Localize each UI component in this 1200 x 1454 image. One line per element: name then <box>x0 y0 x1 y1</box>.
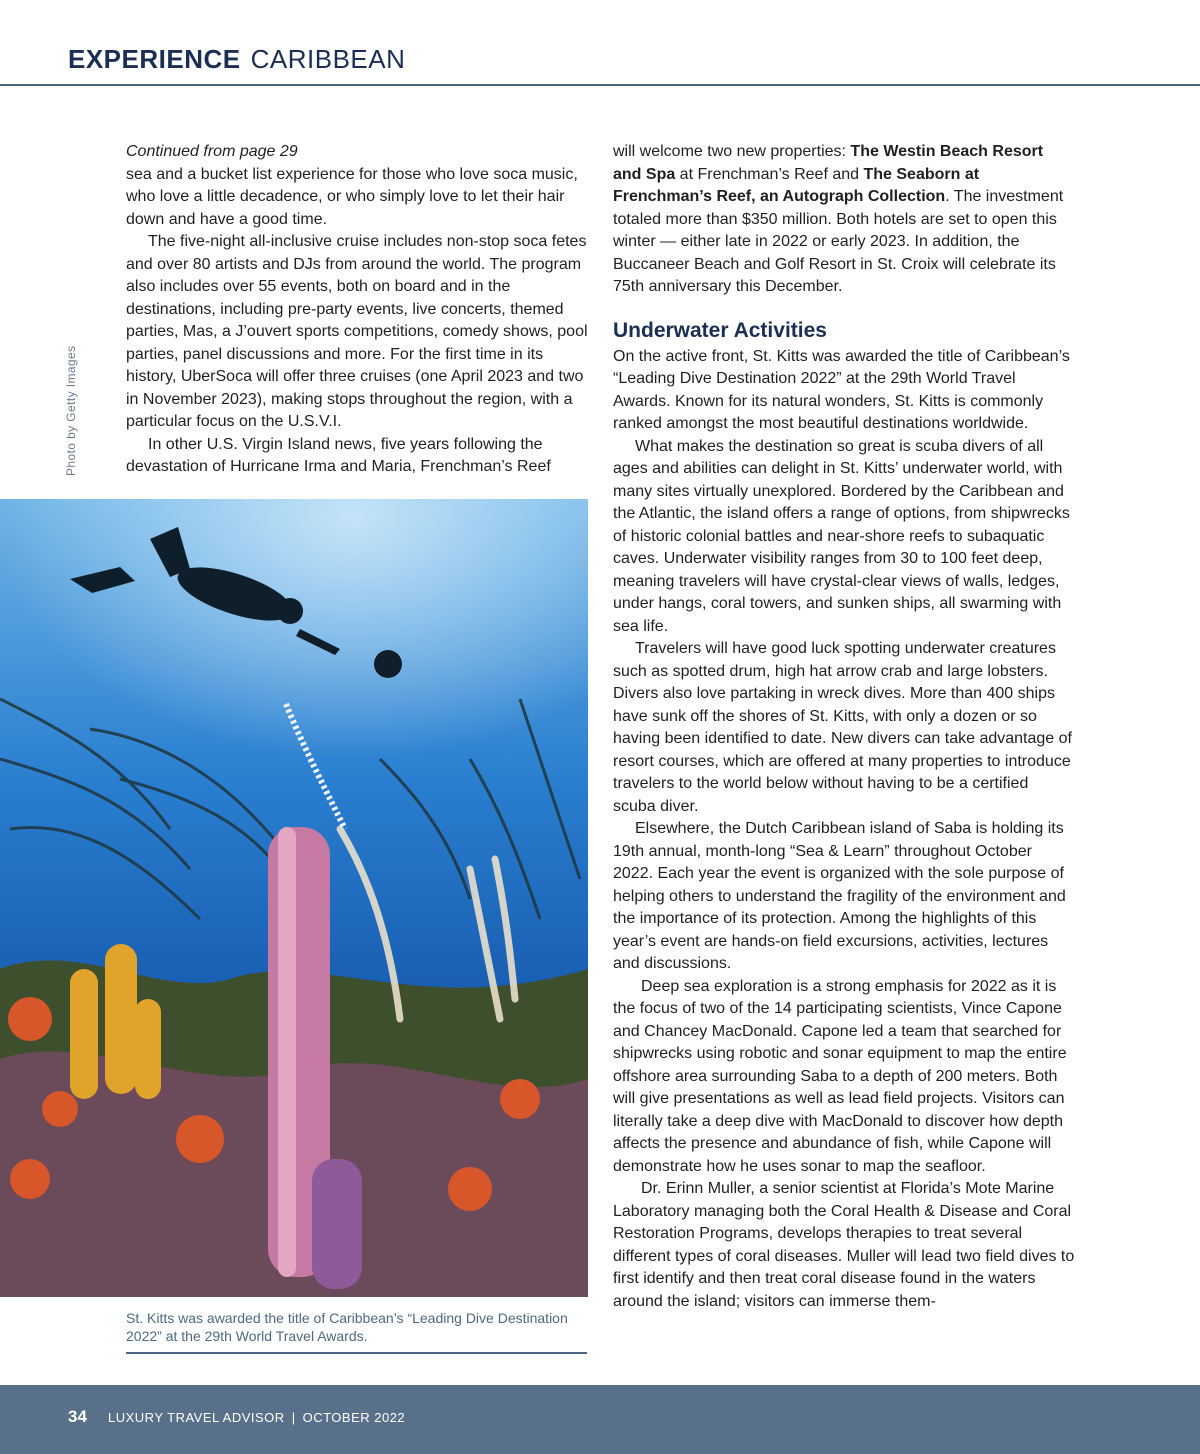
page-number: 34 <box>68 1407 87 1426</box>
text-run: at Frenchman’s Reef and <box>675 165 864 183</box>
publication-line <box>108 1410 405 1425</box>
photo-credit: Photo by Getty Images <box>64 345 78 476</box>
paragraph: On the active front, St. Kitts was awarded the title of Caribbean’s “Leading Dive Destination 2022” at the 29th World Travel Awards. Known for its natural wonders, St. Kitts is commonly ranked amongst the most beautiful destinations worldwide. <box>613 347 1070 432</box>
paragraph: Dr. Erinn Muller, a senior scientist at Florida’s Mote Marine Laboratory managing both the Coral Health & Disease and Coral Restoration Programs, develops therapies to treat several different types of coral diseases. Muller will lead two field dives to first identify and then treat coral disease found in the waters around the island; visitors can immerse them- <box>613 1180 1075 1310</box>
issue-date: OCTOBER 2022 <box>302 1410 406 1425</box>
paragraph: sea and a bucket list experience for those who love soca music, who love a little decadence, or who simply love to let their hair down and have a good time. <box>126 165 578 228</box>
continued-note: Continued from page 29 <box>126 143 298 160</box>
header-rule <box>0 84 1200 86</box>
subheading: Underwater Activities <box>613 318 827 342</box>
paragraph: The five-night all-inclusive cruise includes non-stop soca fetes and over 80 artists and DJs from around the world. The program also includes over 55 events, both on board and in the destinations, including pre-party events, live concerts, themed parties, Mas, a J’ouvert sports competitions, comedy shows, pool parties, panel discussions and more. For the first time in its history, UberSoca will offer three cruises (one April 2023 and two in November 2023), making stops throughout the region, with a particular focus on the U.S.V.I. <box>126 233 588 430</box>
left-column <box>126 141 588 479</box>
section-title-light: CARIBBEAN <box>250 44 406 74</box>
paragraph: Travelers will have good luck spotting underwater creatures such as spotted drum, high hat arrow crab and large lobsters. Divers also love partaking in wreck dives. More than 400 ships have sunk off the shores of St. Kitts, with only a dozen or so having been identified to date. New divers can take advantage of resort courses, which are offered at many properties to introduce travelers to the world below without having to be a certified scuba diver. <box>613 640 1072 815</box>
section-title-strong: EXPERIENCE <box>68 44 241 74</box>
page-header <box>0 0 1200 86</box>
publication-name: LUXURY TRAVEL ADVISOR <box>108 1410 285 1425</box>
hotel-name-westin: The Westin Beach Resort and Spa <box>613 143 1044 183</box>
text-run: will welcome two new properties: <box>613 143 851 160</box>
hotel-name-seaborn: The Seaborn at Frenchman’s Reef, an Autograph Collection <box>613 165 980 205</box>
caption-rule <box>126 1352 587 1354</box>
photo-caption: St. Kitts was awarded the title of Caribbean’s “Leading Dive Destination 2022” at the 29th World Travel Awards. <box>126 1310 568 1344</box>
right-column <box>613 141 1075 1313</box>
text-run: . The investment totaled more than $350 million. Both hotels are set to open this winter — either late in 2022 or early 2023. In addition, the Buccaneer Beach and Golf Resort in St. Croix will celebrate its 75th anniversary this December. <box>613 188 1064 295</box>
page-footer <box>0 1385 1200 1454</box>
underwater-photo <box>0 499 588 1297</box>
paragraph: Elsewhere, the Dutch Caribbean island of Saba is holding its 19th annual, month-long “Sea & Learn” throughout October 2022. Each year the event is organized with the sole purpose of helping others to understand the fragility of the environment and the importance of its protection. Among the highlights of this year’s event are hands-on field excursions, activities, lectures and discussions. <box>613 820 1066 972</box>
separator: | <box>291 1410 296 1425</box>
section-title <box>68 44 405 75</box>
paragraph: What makes the destination so great is scuba divers of all ages and abilities can delight in St. Kitts’ underwater world, with many sites virtually unexplored. Bordered by the Caribbean and the Atlantic, the island offers a range of options, from shipwrecks of historic colonial battles and near-shore reefs to subaquatic caves. Underwater visibility ranges from 30 to 100 feet deep, meaning travelers will have crystal-clear views of walls, ledges, under hangs, coral towers, and sunken ships, all swarming with sea life. <box>613 437 1070 635</box>
paragraph: Deep sea exploration is a strong emphasis for 2022 as it is the focus of two of the 14 participating scientists, Vince Capone and Chancey MacDonald. Capone led a team that searched for shipwrecks using robotic and sonar equipment to map the entire offshore area surrounding Saba to a depth of 200 meters. Both will give presentations as well as lead field projects. Visitors can literally take a deep dive with MacDonald to discover how depth affects the presence and abundance of fish, while Capone will demonstrate how he uses sonar to map the seafloor. <box>613 977 1067 1175</box>
paragraph: In other U.S. Virgin Island news, five years following the devastation of Hurricane Irma and Maria, Frenchman’s Reef <box>126 435 551 475</box>
paragraph <box>613 141 1075 299</box>
